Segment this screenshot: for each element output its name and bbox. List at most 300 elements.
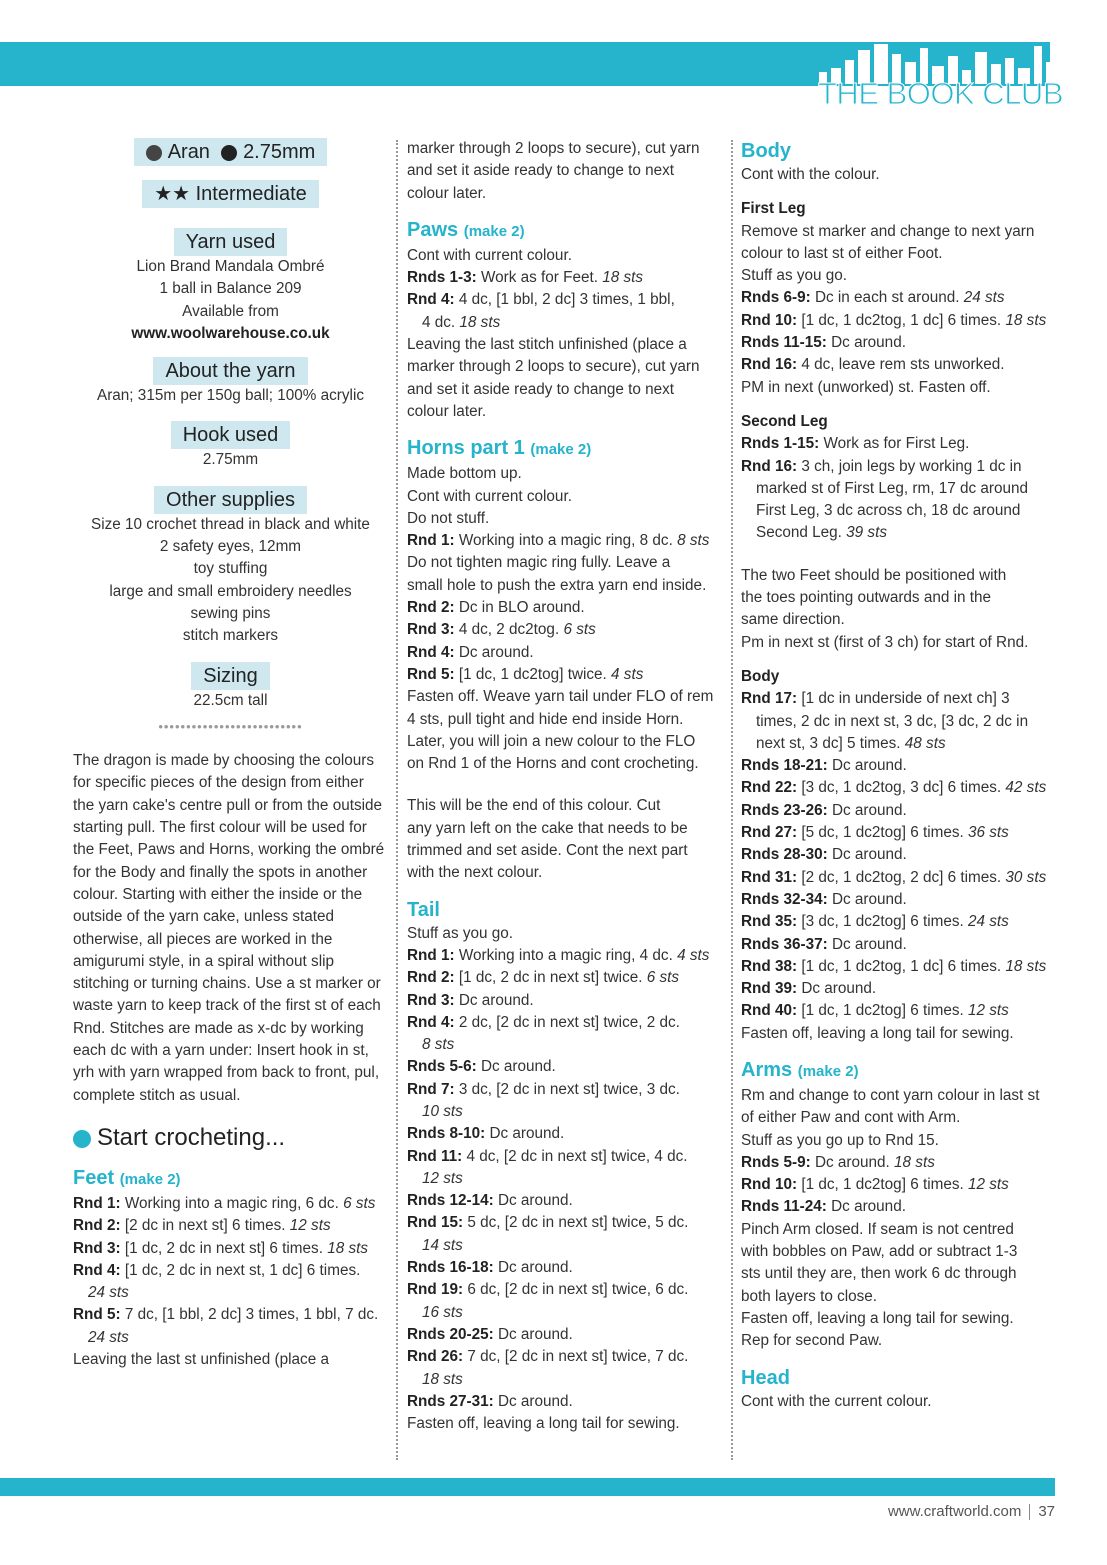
tail-heading: Tail [407, 898, 440, 921]
instruction-line [407, 945, 725, 967]
round-label: Rnd 3: [407, 621, 455, 639]
instruction-line [407, 731, 725, 753]
round-label: Rnd 3: [73, 1239, 121, 1257]
instruction-line [741, 354, 1061, 376]
instruction-text: colour to last st of either Foot. [741, 244, 943, 262]
instruction-text: [1 dc, 1 dc2tog, 1 dc] 6 times. [797, 957, 1006, 975]
instruction-line [407, 1146, 725, 1168]
instruction-text: Rm and change to cont yarn colour in last st [741, 1086, 1040, 1104]
instruction-text: colour later. [407, 402, 487, 420]
instruction-text: Pinch Arm closed. If seam is not centred [741, 1220, 1014, 1238]
stitch-count: 12 sts [968, 1176, 1009, 1194]
instruction-text: Rep for second Paw. [741, 1332, 883, 1350]
instruction-line [741, 332, 1061, 354]
instruction-text: with bobbles on Paw, add or subtract 1-3 [741, 1243, 1018, 1261]
instruction-line [407, 552, 725, 574]
instruction-text: [1 dc, 1 dc2tog] 6 times. [797, 1002, 968, 1020]
instruction-text: 7 dc, [2 dc in next st] twice, 7 dc. [463, 1348, 689, 1366]
round-label: Rnd 10: [741, 311, 798, 329]
instruction-line [407, 401, 725, 423]
round-label: Rnds 36-37: [741, 935, 828, 953]
instruction-text: of either Paw and cont with Arm. [741, 1109, 961, 1127]
head-text: Cont with the current colour. [741, 1392, 932, 1410]
instruction-line [407, 267, 725, 289]
supply-item: Size 10 crochet thread in black and white [91, 515, 370, 533]
round-label: Rnd 1: [407, 532, 455, 550]
instruction-line [741, 844, 1061, 866]
stitch-count: 10 sts [422, 1102, 463, 1120]
instruction-line [407, 1369, 725, 1391]
round-label: Rnds 11-24: [741, 1198, 827, 1216]
instruction-text: [2 dc in next st] 6 times. [120, 1217, 290, 1235]
difficulty-tag: ★★ Intermediate [142, 180, 319, 208]
instruction-text: times, 2 dc in next st, 3 dc, [3 dc, 2 dc in [756, 712, 1029, 730]
instruction-line [741, 1263, 1061, 1285]
instruction-line [407, 312, 725, 334]
instruction-text: 6 dc, [2 dc in next st] twice, 6 dc. [463, 1281, 689, 1299]
instruction-line [407, 967, 725, 989]
paws-instructions [407, 245, 725, 423]
instruction-text: [1 dc, 1 dc2tog] twice. [454, 665, 612, 683]
stitch-count: 18 sts [894, 1153, 935, 1171]
stitch-count: 4 sts [611, 665, 644, 683]
instruction-line [741, 755, 1061, 777]
body-heading: Body [741, 140, 791, 162]
instruction-line [73, 1304, 388, 1326]
stitch-count: 24 sts [88, 1284, 129, 1302]
instruction-text: Cont with current colour. [407, 487, 572, 505]
instruction-text: Later, you will join a new colour to the FLO [407, 732, 696, 750]
instruction-text: PM in next (unworked) st. Fasten off. [741, 378, 991, 396]
instruction-line [73, 1327, 388, 1349]
instruction-line [407, 530, 725, 552]
divider: •••••••••••••••••••••••••• [158, 718, 303, 734]
round-label: Rnds 8-10: [407, 1125, 486, 1143]
instruction-line [741, 456, 1061, 478]
round-label: Rnds 32-34: [741, 890, 828, 908]
instruction-text: [1 dc, 2 dc in next st, 1 dc] 6 times. [120, 1261, 361, 1279]
instruction-line [407, 1302, 725, 1324]
instruction-line [407, 597, 725, 619]
instruction-line [741, 433, 1061, 455]
hook-size: 2.75mm [243, 141, 316, 163]
yarn-used-heading: Yarn used [174, 228, 288, 256]
stitch-count: 8 sts [677, 532, 710, 550]
instruction-line [741, 478, 1061, 500]
instruction-line [741, 777, 1061, 799]
logo-text: THE BOOK CLUB [818, 76, 1063, 111]
arms-instructions [741, 1085, 1061, 1353]
yarn-line: Lion Brand Mandala Ombré [136, 258, 325, 275]
yarn-ball-icon [73, 1130, 91, 1148]
instruction-line [407, 1279, 725, 1301]
instruction-text: 4 dc, [1 bbl, 2 dc] 3 times, 1 bbl, [454, 291, 675, 309]
round-label: Rnds 6-9: [741, 289, 811, 307]
instruction-text: Stuff as you go. [741, 267, 848, 285]
instruction-text: Dc around. [827, 935, 907, 953]
instruction-line [741, 1241, 1061, 1263]
stitch-count: 8 sts [422, 1036, 455, 1054]
stitch-count: 6 sts [343, 1194, 376, 1212]
round-label: Rnd 40: [741, 1002, 798, 1020]
stitch-count: 14 sts [422, 1236, 463, 1254]
instruction-text: [5 dc, 1 dc2tog] 6 times. [797, 824, 968, 842]
stitch-count: 6 sts [646, 969, 680, 987]
instruction-text: Dc around. [827, 801, 907, 819]
yarn-line: Available from [182, 302, 279, 320]
stitch-count: 18 sts [327, 1239, 369, 1257]
instruction-text: 4 dc. [422, 313, 460, 331]
body-section-heading: Body [741, 667, 780, 685]
instruction-line [741, 867, 1061, 889]
instruction-text: 7 dc, [1 bbl, 2 dc] 3 times, 1 bbl, 7 dc. [120, 1306, 379, 1324]
supply-item: toy stuffing [193, 560, 268, 578]
round-label: Rnd 31: [741, 868, 798, 886]
instruction-line [741, 911, 1061, 933]
round-label: Rnds 5-6: [407, 1058, 477, 1076]
stitch-count: 12 sts [289, 1217, 331, 1235]
round-label: Rnd 4: [407, 643, 455, 661]
about-yarn-text: Aran; 315m per 150g ball; 100% acrylic [97, 387, 364, 405]
instruction-line [407, 334, 725, 356]
yarn-weight-tag [134, 138, 328, 166]
instruction-text: Remove st marker and change to next yarn [741, 222, 1035, 240]
instruction-line [741, 1130, 1061, 1152]
round-label: Rnd 2: [407, 599, 455, 617]
instruction-text: Dc around. [493, 1192, 573, 1210]
instruction-line [741, 1219, 1061, 1241]
instruction-text: on Rnd 1 of the Horns and cont crocheting. [407, 755, 699, 773]
stitch-count: 30 sts [1005, 868, 1047, 886]
supplies-list [73, 514, 388, 648]
instruction-text: 3 ch, join legs by working 1 dc in [797, 457, 1022, 475]
stitch-count: 39 sts [846, 524, 887, 542]
instruction-line [741, 1107, 1061, 1129]
stitch-count: 4 sts [677, 946, 710, 964]
instruction-line [741, 500, 1061, 522]
instruction-text: Second Leg. [756, 524, 847, 542]
instruction-line [73, 1193, 388, 1215]
round-label: Rnds 28-30: [741, 846, 828, 864]
instruction-text: Work as for Feet. [476, 269, 603, 287]
supplier-link[interactable]: www.woolwarehouse.co.uk [131, 324, 330, 342]
instruction-line [407, 990, 725, 1012]
instruction-line [741, 934, 1061, 956]
instruction-line [407, 923, 725, 945]
stitch-count: 6 sts [563, 621, 596, 639]
instruction-line [741, 310, 1061, 332]
first-leg-instructions [741, 221, 1061, 399]
instruction-text: Dc around. [454, 643, 534, 661]
instruction-line [407, 1391, 725, 1413]
instruction-text: Working into a magic ring, 4 dc. [454, 946, 678, 964]
round-label: Rnds 27-31: [407, 1392, 494, 1410]
instruction-text: Dc around. [493, 1259, 573, 1277]
round-label: Rnd 38: [741, 957, 798, 975]
feet-heading: Feet (make 2) [73, 1166, 181, 1189]
instruction-text: Dc around. [826, 1198, 906, 1216]
yarn-weight: Aran [167, 141, 210, 163]
instruction-text: 5 dc, [2 dc in next st] twice, 5 dc. [463, 1214, 689, 1232]
stitch-count: 24 sts [963, 289, 1005, 307]
instruction-line [407, 356, 725, 378]
round-label: Rnd 27: [741, 824, 798, 842]
instruction-text: next st, 3 dc] 5 times. [756, 734, 905, 752]
instruction-text: Do not stuff. [407, 509, 490, 527]
instruction-line [741, 1000, 1061, 1022]
instruction-text: Working into a magic ring, 6 dc. [120, 1194, 344, 1212]
instruction-line [407, 575, 725, 597]
instruction-line [741, 243, 1061, 265]
instruction-text: Do not tighten magic ring fully. Leave a [407, 554, 671, 572]
stitch-count: 18 sts [422, 1370, 463, 1388]
instruction-text: First Leg, 3 dc across ch, 18 dc around [756, 502, 1021, 520]
stitch-count: 42 sts [1005, 779, 1047, 797]
instruction-text: 2 dc, [2 dc in next st] twice, 2 dc. [454, 1013, 680, 1031]
instruction-text: [2 dc, 1 dc2tog, 2 dc] 6 times. [797, 868, 1006, 886]
instruction-line [741, 1196, 1061, 1218]
head-heading: Head [741, 1366, 790, 1389]
instruction-text: Dc around. [826, 334, 906, 352]
instruction-text: 3 dc, [2 dc in next st] twice, 3 dc. [454, 1080, 680, 1098]
supplies-heading: Other supplies [154, 486, 307, 514]
round-label: Rnd 7: [407, 1080, 455, 1098]
round-label: Rnds 5-9: [741, 1153, 811, 1171]
continued-text: marker through 2 loops to secure), cut yarn and set it aside ready to change to next colour later. [407, 140, 700, 202]
column-left [73, 138, 388, 1371]
body-intro: Cont with the colour. [741, 166, 880, 183]
stitch-count: 12 sts [422, 1169, 463, 1187]
instruction-line [741, 1308, 1061, 1330]
instruction-line [741, 978, 1061, 1000]
round-label: Rnd 19: [407, 1281, 464, 1299]
stitch-count: 48 sts [904, 734, 946, 752]
instruction-line [407, 1034, 725, 1056]
round-label: Rnd 4: [407, 1013, 455, 1031]
book-club-logo [813, 44, 1063, 114]
instruction-text: Fasten off, leaving a long tail for sewing. [741, 1024, 1014, 1042]
instruction-text: Made bottom up. [407, 465, 522, 483]
instruction-text: 4 dc, leave rem sts unworked. [797, 356, 1005, 374]
round-label: Rnd 17: [741, 690, 798, 708]
instruction-line [73, 1349, 388, 1371]
instruction-line [741, 265, 1061, 287]
instruction-line [741, 889, 1061, 911]
round-label: Rnd 39: [741, 980, 798, 998]
instruction-line [407, 486, 725, 508]
instruction-line [73, 1215, 388, 1237]
instruction-line [407, 686, 725, 708]
instruction-line [741, 800, 1061, 822]
intro-paragraph: The dragon is made by choosing the colours for specific pieces of the design from either the yarn cake's centre pull or from the outside starting pull. The first colour will be used for the Feet, Paws and Horns, working the ombré for the Body and finally the spots in another colour. Starting with either the inside or the outside of the yarn cake, unless stated otherwise, all pieces are worked in the amigurumi style, in a spiral without slip stitching or turning chains. Use a st marker or waste yarn to keep track of the first st of each Rnd. Stitches are made as x-dc by working each dc with a yarn under: Insert hook in st, yrh with yarn wrapped from back to front, pul, complete stitch as usual. [73, 752, 385, 1104]
instruction-text: Fasten off. Weave yarn tail under FLO of rem [407, 688, 714, 706]
sizing-text: 22.5cm tall [193, 691, 268, 709]
instruction-text: [1 dc, 2 dc in next st] twice. [454, 969, 647, 987]
paws-heading: Paws (make 2) [407, 218, 525, 241]
instruction-line [407, 1056, 725, 1078]
instruction-text: Leaving the last stitch unfinished (place a [407, 336, 687, 354]
stitch-count: 24 sts [968, 913, 1009, 931]
instruction-line [407, 1346, 725, 1368]
instruction-text: [3 dc, 1 dc2tog] 6 times. [797, 913, 968, 931]
arms-heading: Arms (make 2) [741, 1058, 859, 1081]
feet-instructions [73, 1193, 388, 1371]
round-label: Rnds 20-25: [407, 1325, 494, 1343]
page-number: 37 [1038, 1503, 1055, 1520]
start-crocheting-heading [73, 1123, 388, 1153]
round-label: Rnd 5: [73, 1306, 121, 1324]
instruction-line [407, 289, 725, 311]
round-label: Rnds 23-26: [741, 801, 828, 819]
second-leg-heading: Second Leg [741, 412, 828, 430]
round-label: Rnd 1: [407, 946, 455, 964]
instruction-line [741, 522, 1061, 544]
instruction-text: Dc around. [454, 991, 534, 1009]
instruction-line [741, 1085, 1061, 1107]
instruction-text: Dc around. [493, 1325, 573, 1343]
instruction-line [407, 1168, 725, 1190]
instruction-text: 4 sts, pull tight and hide end inside Horn. [407, 710, 684, 728]
instruction-text: Leaving the last st unfinished (place a [73, 1350, 329, 1368]
instruction-text: Fasten off, leaving a long tail for sewing. [407, 1415, 680, 1433]
instruction-text: both layers to close. [741, 1287, 878, 1305]
feet-note: The two Feet should be positioned with the toes pointing outwards and in the same direction. Pm in next st (first of 3 ch) for start of Rnd. [741, 566, 1029, 651]
column-divider [396, 140, 398, 1460]
round-label: Rnd 16: [741, 457, 798, 475]
hook-used-text: 2.75mm [202, 451, 259, 469]
footer-bar [0, 1478, 1055, 1496]
instruction-text: Dc around. [485, 1125, 565, 1143]
round-label: Rnds 16-18: [407, 1259, 494, 1277]
instruction-text: [1 dc, 2 dc in next st] 6 times. [120, 1239, 328, 1257]
instruction-text: Dc around. [827, 846, 907, 864]
instruction-line [407, 1235, 725, 1257]
instruction-text: and set it aside ready to change to next [407, 380, 675, 398]
yarn-line: 1 ball in Balance 209 [159, 280, 302, 298]
round-label: Rnds 18-21: [741, 757, 828, 775]
instruction-line [407, 508, 725, 530]
supply-item: large and small embroidery needles [109, 582, 352, 600]
instruction-line [407, 1123, 725, 1145]
instruction-line [407, 619, 725, 641]
instruction-line [741, 733, 1061, 755]
instruction-line [407, 1212, 725, 1234]
round-label: Rnds 1-15: [741, 435, 820, 453]
stitch-count: 12 sts [968, 1002, 1009, 1020]
round-label: Rnd 5: [407, 665, 455, 683]
hook-icon [221, 145, 237, 161]
instruction-line [741, 711, 1061, 733]
stitch-count: 24 sts [88, 1328, 129, 1346]
instruction-line [741, 1286, 1061, 1308]
instruction-line [407, 1257, 725, 1279]
column-right [741, 138, 1061, 1413]
instruction-text: sts until they are, then work 6 dc through [741, 1265, 1017, 1283]
instruction-line [741, 221, 1061, 243]
hook-used-heading: Hook used [171, 421, 291, 449]
instruction-line [741, 1330, 1061, 1352]
instruction-text: [1 dc in underside of next ch] 3 [797, 690, 1010, 708]
instruction-text: Dc around. [827, 890, 907, 908]
stitch-count: 18 sts [1005, 311, 1047, 329]
instruction-text: Working into a magic ring, 8 dc. [454, 532, 678, 550]
instruction-line [741, 822, 1061, 844]
round-label: Rnds 11-15: [741, 334, 827, 352]
stitch-count: 18 sts [1005, 957, 1047, 975]
instruction-line [407, 1190, 725, 1212]
round-label: Rnd 22: [741, 779, 798, 797]
instruction-text: 4 dc, 2 dc2tog. [454, 621, 564, 639]
yarn-ball-icon [146, 145, 162, 161]
instruction-line [73, 1260, 388, 1282]
footer-website[interactable]: www.craftworld.com [887, 1503, 1022, 1520]
tail-instructions [407, 923, 725, 1436]
round-label: Rnd 1: [73, 1194, 121, 1212]
instruction-line [407, 664, 725, 686]
instruction-line [741, 956, 1061, 978]
end-colour-note: This will be the end of this colour. Cut any yarn left on the cake that needs to be trimmed and set aside. Cont the next part with the next colour. [407, 797, 688, 882]
instruction-text: Dc in BLO around. [454, 599, 585, 617]
round-label: Rnd 35: [741, 913, 798, 931]
column-middle [407, 138, 725, 1435]
instruction-text: [1 dc, 1 dc2tog, 1 dc] 6 times. [797, 311, 1006, 329]
instruction-line [407, 1012, 725, 1034]
instruction-text: [1 dc, 1 dc2tog] 6 times. [797, 1176, 968, 1194]
supply-item: 2 safety eyes, 12mm [159, 538, 302, 556]
instruction-text: Cont with current colour. [407, 246, 572, 264]
stitch-count: 16 sts [422, 1303, 463, 1321]
stitch-count: 18 sts [602, 269, 644, 287]
instruction-text: Dc around. [810, 1153, 895, 1171]
instruction-line [407, 1101, 725, 1123]
supply-item: sewing pins [190, 604, 271, 622]
column-divider [731, 140, 733, 1460]
start-title: Start crocheting... [97, 1123, 286, 1151]
instruction-line [407, 379, 725, 401]
round-label: Rnd 15: [407, 1214, 464, 1232]
stitch-count: 36 sts [968, 824, 1009, 842]
about-yarn-heading: About the yarn [153, 357, 307, 385]
instruction-line [407, 1413, 725, 1435]
instruction-text: Stuff as you go up to Rnd 15. [741, 1131, 939, 1149]
instruction-line [741, 287, 1061, 309]
horns-instructions [407, 463, 725, 775]
instruction-line [73, 1282, 388, 1304]
round-label: Rnd 2: [407, 969, 455, 987]
instruction-line [407, 642, 725, 664]
round-label: Rnds 1-3: [407, 269, 477, 287]
instruction-text: Dc around. [476, 1058, 556, 1076]
round-label: Rnd 26: [407, 1348, 464, 1366]
round-label: Rnd 16: [741, 356, 798, 374]
instruction-line [407, 463, 725, 485]
instruction-line [741, 377, 1061, 399]
instruction-line [741, 688, 1061, 710]
sizing-heading: Sizing [191, 662, 269, 690]
instruction-text: Dc around. [827, 757, 907, 775]
instruction-line [407, 709, 725, 731]
yarn-used-info [73, 256, 388, 345]
supply-item: stitch markers [182, 627, 279, 645]
stitch-count: 18 sts [459, 313, 501, 331]
round-label: Rnd 11: [407, 1147, 463, 1165]
horns-heading: Horns part 1 (make 2) [407, 437, 592, 460]
instruction-text: marker through 2 loops to secure), cut yarn [407, 358, 700, 376]
round-label: Rnd 2: [73, 1217, 121, 1235]
round-label: Rnd 3: [407, 991, 455, 1009]
instruction-line [741, 1174, 1061, 1196]
footer [888, 1503, 1055, 1520]
